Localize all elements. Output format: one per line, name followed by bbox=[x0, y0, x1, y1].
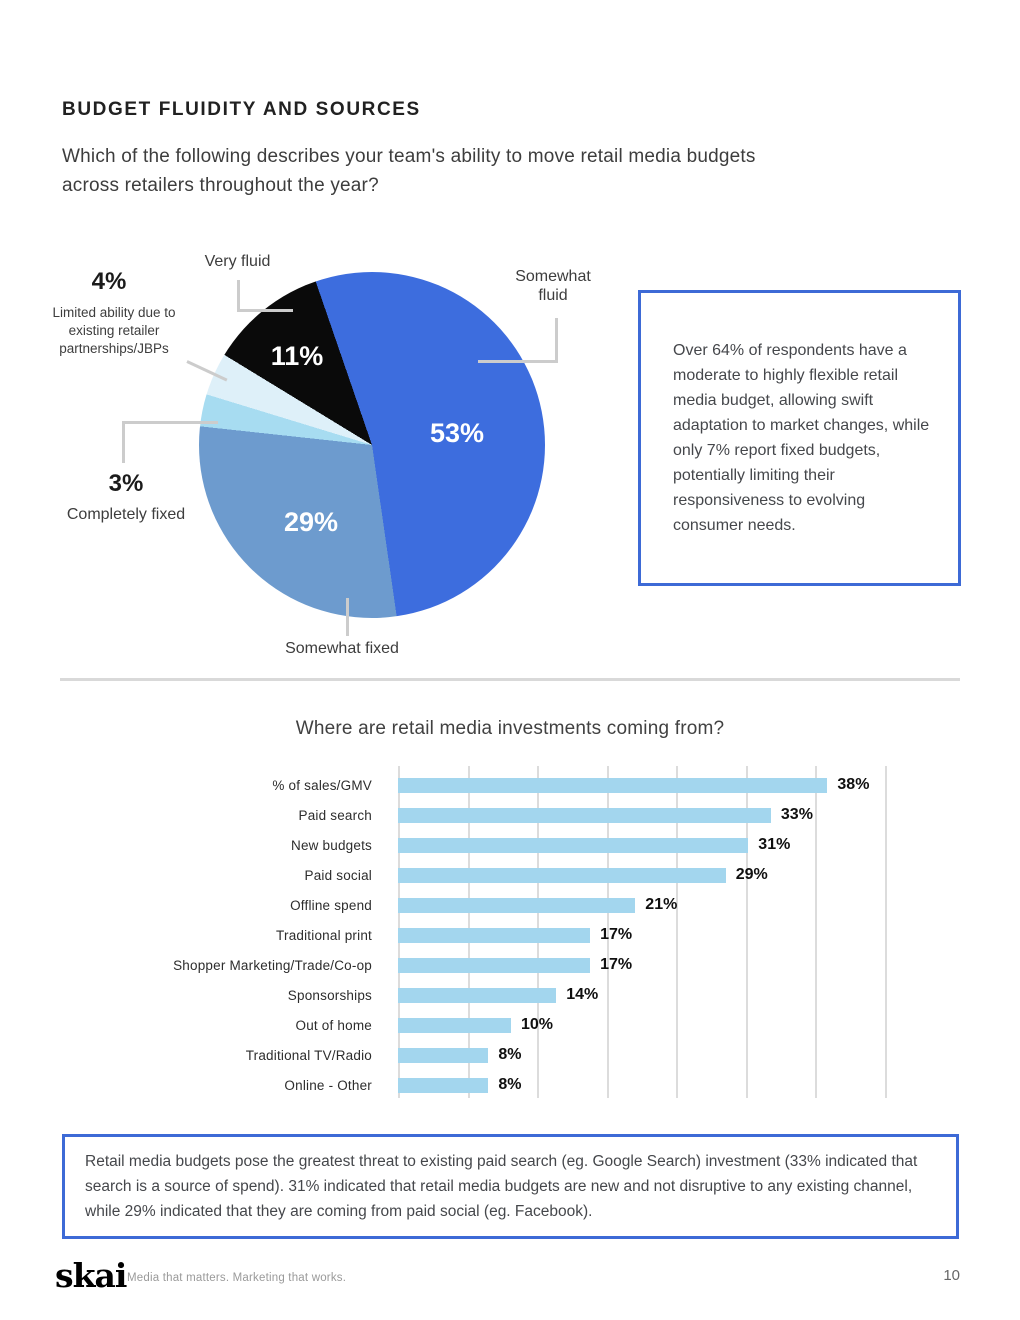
leader-line-somewhat-fixed-vertical bbox=[346, 598, 349, 636]
page-number: 10 bbox=[943, 1267, 960, 1284]
bar-category-label: Online - Other bbox=[284, 1077, 372, 1093]
bar-row bbox=[0, 1010, 1020, 1040]
bar bbox=[398, 868, 726, 883]
bar-category-label: Traditional TV/Radio bbox=[245, 1047, 372, 1063]
bar-value-label: 21% bbox=[645, 896, 678, 913]
leader-line-somewhat-fluid-horizontal bbox=[478, 360, 558, 363]
leader-line-very-fluid-vertical bbox=[237, 280, 240, 312]
section-divider bbox=[60, 678, 960, 681]
bar bbox=[398, 898, 635, 913]
bar bbox=[398, 1018, 511, 1033]
bar-row bbox=[0, 1070, 1020, 1100]
bar-chart-title: Where are retail media investments coming from? bbox=[295, 718, 725, 739]
bar-row bbox=[0, 830, 1020, 860]
bar-row bbox=[0, 950, 1020, 980]
bar-row bbox=[0, 980, 1020, 1010]
pie-insight-text: Over 64% of respondents have a moderate to highly flexible retail media budget, allowing swift adaptation to market changes, while only 7% report fixed budgets, potentially limiting their responsiveness to evolving consumer needs. bbox=[673, 342, 930, 534]
pie-label-limited-ability: Limited ability due to existing retailer partnerships/JBPs bbox=[52, 305, 176, 356]
bar-value-label: 17% bbox=[600, 926, 633, 943]
leader-line-completely-fixed-horizontal bbox=[122, 421, 218, 424]
bar-category-label: Traditional print bbox=[276, 927, 372, 943]
bar bbox=[398, 928, 590, 943]
bar-insight-text: Retail media budgets pose the greatest threat to existing paid search (eg. Google Search) investment (33% indicated that search is a source of spend). 31% indicated that retail media budgets are new and not disruptive to any existing channel, while 29% indicated that they are coming from paid social (eg. Facebook). bbox=[85, 1153, 918, 1220]
pie-slice-value-very-fluid: 11% bbox=[270, 341, 324, 371]
pie-label-completely-fixed: Completely fixed bbox=[66, 506, 186, 523]
bar bbox=[398, 1048, 488, 1063]
bar-row bbox=[0, 860, 1020, 890]
bar bbox=[398, 1078, 488, 1093]
bar-insight-box bbox=[62, 1134, 959, 1239]
bar-category-label: % of sales/GMV bbox=[272, 777, 372, 793]
bar-value-label: 17% bbox=[600, 956, 633, 973]
bar-row bbox=[0, 1040, 1020, 1070]
page-title: BUDGET FLUIDITY AND SOURCES bbox=[62, 99, 421, 120]
bar-category-label: New budgets bbox=[291, 837, 372, 853]
pie-label-very-fluid: Very fluid bbox=[204, 253, 271, 270]
skai-logo: skai bbox=[55, 1256, 127, 1295]
bar-row bbox=[0, 800, 1020, 830]
bar-category-label: Paid search bbox=[298, 807, 372, 823]
bar-value-label: 8% bbox=[498, 1046, 522, 1063]
bar-value-label: 31% bbox=[758, 836, 791, 853]
survey-question: Which of the following describes your team's ability to move retail media budgets across retailers throughout the year? bbox=[62, 146, 756, 196]
bar-category-label: Paid social bbox=[304, 867, 372, 883]
pie-label-completely-fixed-pct: 3% bbox=[108, 470, 144, 497]
bar-category-label: Sponsorships bbox=[287, 987, 372, 1003]
pie-insight-box bbox=[638, 290, 961, 586]
bar-category-label: Out of home bbox=[295, 1017, 372, 1033]
pie-label-somewhat-fixed: Somewhat fixed bbox=[285, 640, 399, 657]
bar-row bbox=[0, 920, 1020, 950]
bar bbox=[398, 778, 827, 793]
bar-chart-rows bbox=[0, 770, 1020, 1100]
bar-value-label: 8% bbox=[498, 1076, 522, 1093]
bar-value-label: 38% bbox=[837, 776, 870, 793]
bar bbox=[398, 958, 590, 973]
bar bbox=[398, 988, 556, 1003]
pie-label-somewhat-fluid: Somewhat fluid bbox=[515, 268, 591, 304]
bar bbox=[398, 838, 748, 853]
leader-line-very-fluid-horizontal bbox=[237, 309, 293, 312]
footer-tagline: Media that matters. Marketing that works. bbox=[127, 1272, 347, 1284]
bar-value-label: 29% bbox=[735, 866, 768, 883]
bar-value-label: 14% bbox=[566, 986, 599, 1003]
pie-slice-value-somewhat-fixed: 29% bbox=[283, 507, 339, 537]
pie-slice-value-somewhat-fluid: 53% bbox=[429, 418, 485, 448]
leader-line-somewhat-fluid-vertical bbox=[555, 318, 558, 363]
bar bbox=[398, 808, 771, 823]
bar-category-label: Offline spend bbox=[290, 897, 372, 913]
bar-row bbox=[0, 770, 1020, 800]
bar-value-label: 10% bbox=[521, 1016, 554, 1033]
bar-value-label: 33% bbox=[780, 806, 813, 823]
leader-line-completely-fixed-vertical bbox=[122, 421, 125, 463]
bar-category-label: Shopper Marketing/Trade/Co-op bbox=[173, 957, 372, 973]
pie-label-limited-ability-pct: 4% bbox=[91, 268, 127, 295]
bar-row bbox=[0, 890, 1020, 920]
